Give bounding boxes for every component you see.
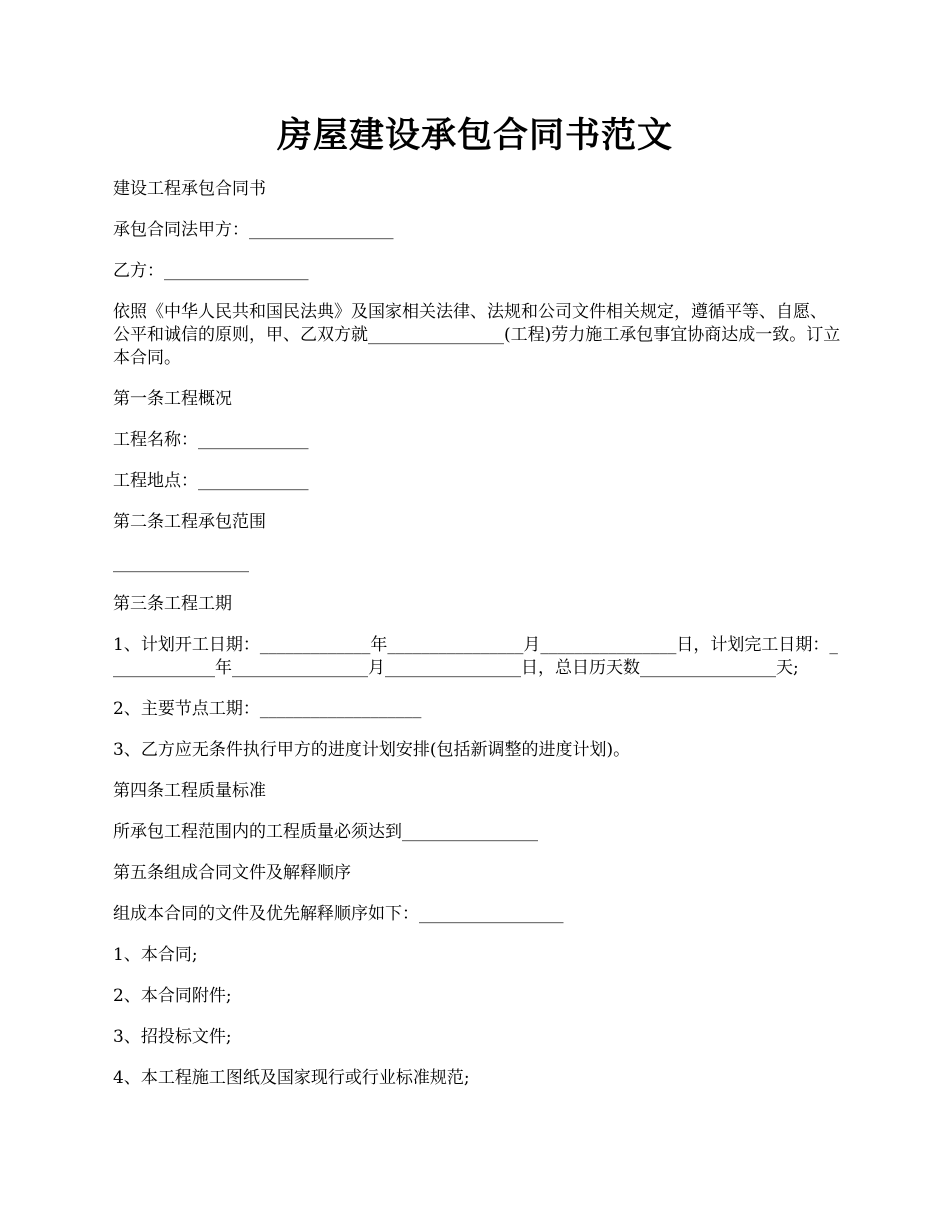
article-5-heading: 第五条组成合同文件及解释顺序 xyxy=(113,863,351,883)
list-item: 1、本合同; xyxy=(113,945,198,965)
milestone-line: 2、主要节点工期：___________________ xyxy=(113,699,422,719)
article-3-heading: 第三条工程工期 xyxy=(113,594,232,614)
list-item: 2、本合同附件; xyxy=(113,986,232,1006)
project-location-line: 工程地点：_____________ xyxy=(113,471,309,491)
document-order-line: 组成本合同的文件及优先解释顺序如下：_________________ xyxy=(113,904,564,924)
document-body xyxy=(113,178,841,1108)
schedule-compliance-line: 3、乙方应无条件执行甲方的进度计划安排(包括新调整的进度计划)。 xyxy=(113,740,631,760)
list-item: 3、招投标文件; xyxy=(113,1027,232,1047)
document-title: 房屋建设承包合同书范文 xyxy=(276,115,673,156)
preamble-paragraph: 依照《中华人民共和国民法典》及国家相关法律、法规和公司文件相关规定，遵循平等、自愿、公平和诚信的原则，甲、乙双方就________________(工程)劳力施工承包事宜协商达成一致。订立本合同。 xyxy=(113,302,841,368)
project-name-line: 工程名称：_____________ xyxy=(113,430,309,450)
article-1-heading: 第一条工程概况 xyxy=(113,389,232,409)
contract-heading: 建设工程承包合同书 xyxy=(113,179,266,199)
article-2-heading: 第二条工程承包范围 xyxy=(113,512,266,532)
party-a-line: 承包合同法甲方：_________________ xyxy=(113,220,394,240)
schedule-dates-paragraph: 1、计划开工日期：_____________年________________月________________日，计划完工日期：_____________年________________月________________日，总日历天数________________天; xyxy=(113,635,838,678)
list-item: 4、本工程施工图纸及国家现行或行业标准规范; xyxy=(113,1068,470,1088)
scope-blank-line: ________________ xyxy=(113,553,249,573)
quality-standard-line: 所承包工程范围内的工程质量必须达到________________ xyxy=(113,822,538,842)
article-4-heading: 第四条工程质量标准 xyxy=(113,781,266,801)
party-b-line: 乙方：_________________ xyxy=(113,261,309,281)
